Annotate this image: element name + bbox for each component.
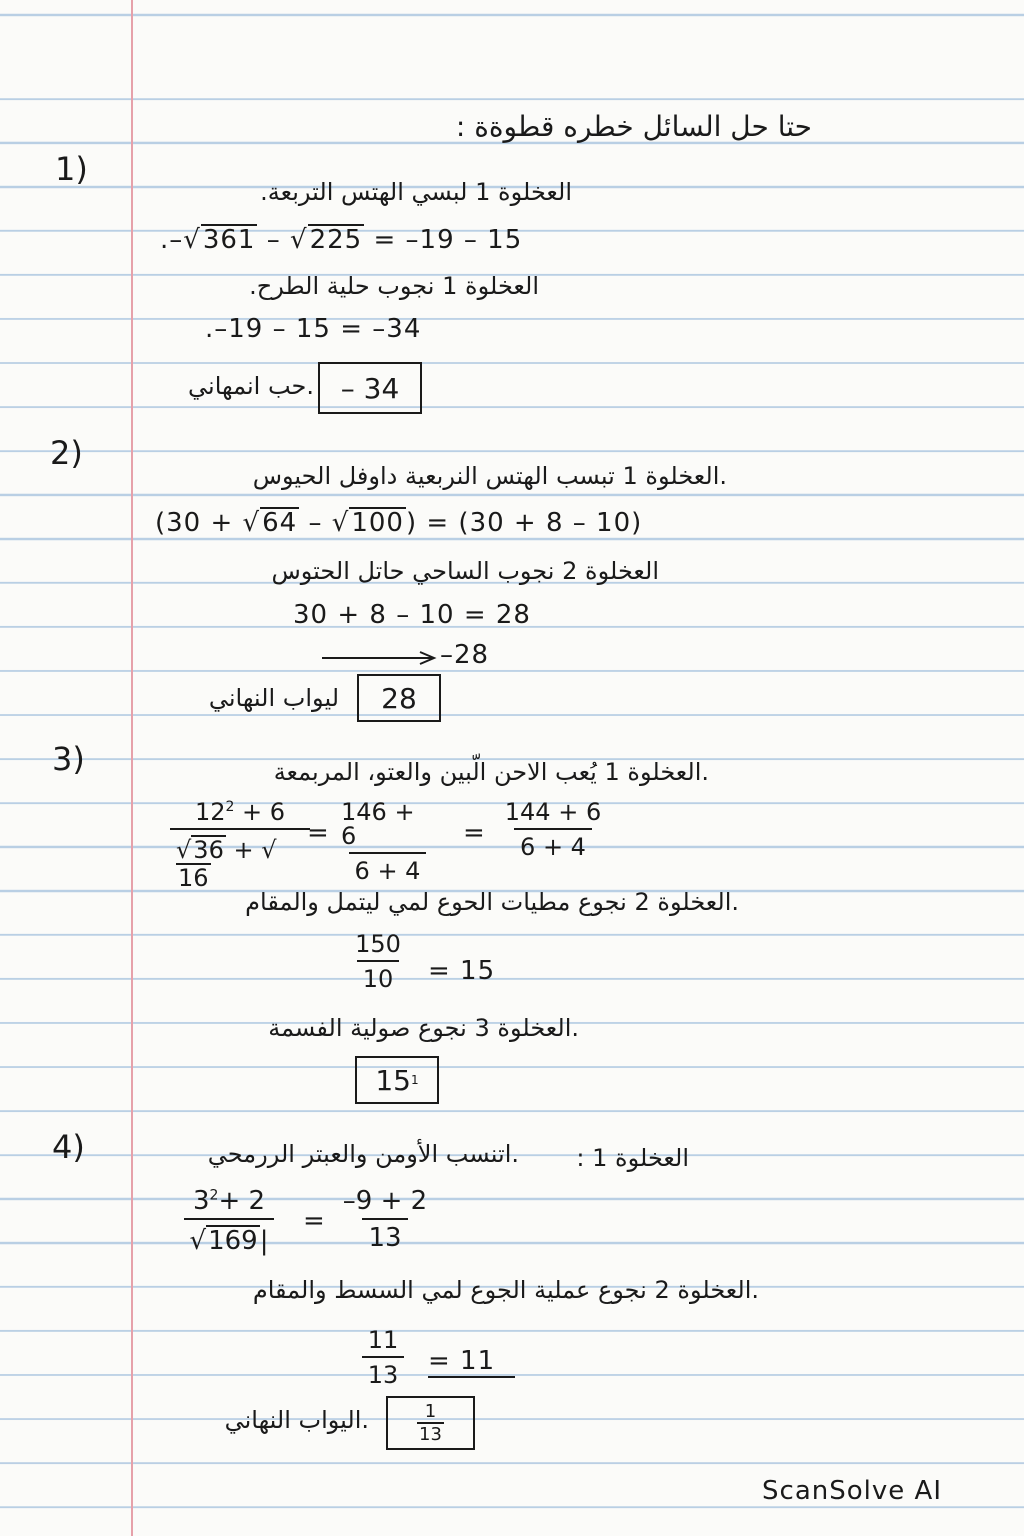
problem-3-fraction-4-rhs: = 15 [428,956,496,986]
exponent: 2 [225,799,235,815]
denominator: 6 + 4 [349,852,427,883]
numerator: 146 + 6 [341,798,415,850]
base: 3 [192,1186,210,1216]
problem-4-step-1-left: .اتنسب الأومن والعبتر الررمحي [207,1140,519,1168]
problem-1-radicand-2: 225 [309,225,363,255]
problem-4-answer-denominator: 13 [419,1424,442,1445]
problem-2-arrow-value: –28 [440,640,490,670]
right-arrow-icon [320,648,440,668]
problem-1-answer: – 34 [340,371,400,405]
problem-3-fraction-1 [170,800,310,892]
sqrt-symbol: √ [183,225,201,255]
problem-4-fraction-1 [170,1188,288,1256]
footer-brand: ScanSolve AI [762,1476,942,1506]
minus-sign: – [266,225,281,255]
problem-3-step-3: .العخلوة 3 نجوع صولية الفسمة [268,1014,579,1042]
problem-2-radicand-1: 64 [262,508,298,538]
numerator: 11 [367,1326,399,1354]
equals-sign: = [463,818,485,848]
problem-1-radicand-1: 361 [202,225,256,255]
problem-1-line-1-lhs: .– [160,225,184,255]
margin-line [131,0,133,1536]
minus-sign: – [308,508,323,538]
problem-1-line-1 [160,224,522,255]
stray-mark: | [259,1226,269,1256]
equals-sign: = [303,1206,325,1236]
problem-2-radicand-2: 100 [351,508,404,538]
problem-4-fraction-3 [353,1328,413,1387]
numerator-rest: + 6 [234,798,286,826]
problem-1-step-2: العخلوة 1 نجوب حلية الطرح. [249,272,539,300]
problem-1-final-label: .حب انمهاني [188,372,314,400]
problem-2-line-1-a: (30 + [155,508,234,538]
sqrt-symbol: √ [290,225,308,255]
problem-2-step-1: .العخلوة 1 تبسب الهتس النربعية داوفل الحيوس [252,462,727,490]
problem-4-step-1-right: العخلوة 1 : [576,1144,689,1172]
denominator: 6 + 4 [514,828,592,859]
sqrt-symbol: √ [176,836,192,864]
equals-sign: = [307,818,329,848]
problem-2-line-1 [155,507,642,538]
problem-4-final-label: .اليواب النهاني [224,1406,369,1434]
problem-1-step-1: العخلوة 1 لبسي الهتس التربعة. [260,178,572,206]
radicand: 169 [208,1226,258,1256]
problem-4-step-2: .العخلوة 2 نجوع عملية الجوع لمي السسط والمقام [252,1276,759,1304]
problem-2-final-label: ليواب النهاني [208,684,339,712]
problem-3-step-2: .العخلوة 2 نجوع مطيات الحوع لمي ليتمل والمقام [245,888,739,916]
problem-2-answer-box [357,674,441,722]
problem-4-fraction-2 [335,1188,435,1251]
problem-3-step-1: .العخلوة 1 يُعب الاحن الّبين والعتو، المربمعة [273,758,709,786]
problem-4-answer-numerator: 1 [417,1401,444,1424]
numerator: 150 [355,930,401,958]
plus-sign: + [225,836,262,864]
denominator: 13 [362,1218,407,1251]
sqrt-symbol: √ [261,836,277,864]
radicand: 36 [193,836,224,864]
problem-3-fraction-4 [343,932,413,991]
problem-2-line-1-rhs: ) = (30 + 8 – 10) [405,508,643,538]
page-heading: حتا حل السائل خطره قطوةة : [455,110,812,143]
problem-1-line-2: .–19 – 15 = –34 [205,314,422,344]
numerator-rest: + 2 [218,1186,266,1216]
problem-1-answer-box [318,362,422,414]
problem-3-fraction-3 [498,800,608,859]
denominator: 10 [357,960,400,991]
base: 12 [194,798,226,826]
problem-3-fraction-2 [335,800,440,883]
exponent: 2 [209,1187,219,1204]
problem-2-answer: 28 [381,681,417,715]
problem-3-answer-subscript: 1 [411,1073,419,1087]
sqrt-symbol: √ [242,508,261,538]
problem-1-line-1-rhs: = –19 – 15 [373,225,523,255]
problem-3-answer-box [355,1056,439,1104]
numerator: –9 + 2 [342,1186,428,1216]
problem-number-1: 1) [55,150,88,188]
problem-2-line-2: 30 + 8 – 10 = 28 [293,600,531,630]
sqrt-symbol: √ [189,1226,207,1256]
problem-4-fraction-3-rhs: = 11 [428,1346,515,1378]
radicand: 16 [178,864,209,893]
problem-3-answer: 15 [375,1063,411,1097]
problem-number-2: 2) [50,434,83,472]
problem-4-answer-box [386,1396,475,1450]
problem-number-3: 3) [52,740,85,778]
sqrt-symbol: √ [331,508,350,538]
problem-number-4: 4) [52,1128,85,1166]
problem-2-step-2: العخلوة 2 نجوب الساحي حاتل الحتوس [271,557,659,585]
numerator: 144 + 6 [504,798,602,826]
denominator: 13 [362,1356,405,1387]
